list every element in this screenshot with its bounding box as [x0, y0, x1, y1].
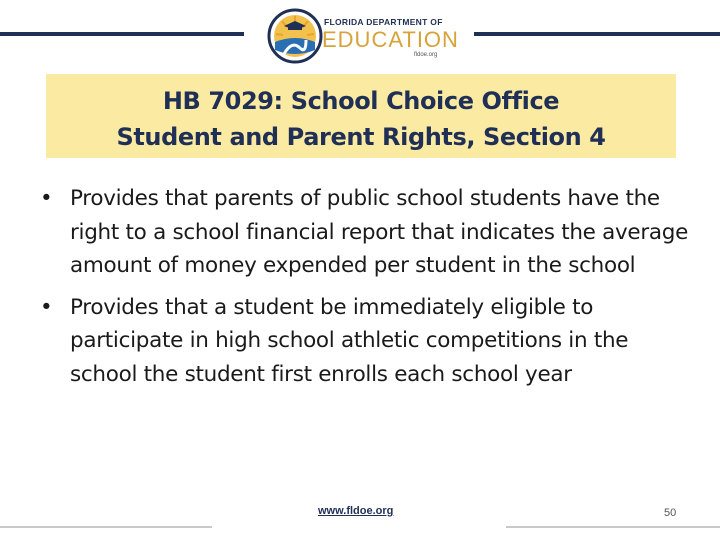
- bullet-dot: •: [40, 186, 53, 211]
- logo-org-line: FLORIDA DEPARTMENT OF: [324, 17, 443, 27]
- footer-rule-left: [0, 526, 212, 528]
- logo-site: fldoe.org: [414, 52, 438, 58]
- bullet-text: Provides that a student be immediately eligible to participate in high school athletic competitions in the school the student first enrolls each school year: [70, 294, 629, 387]
- page-number: 50: [664, 507, 677, 519]
- slide-title-box: [46, 74, 676, 158]
- footer-website-link[interactable]: www.fldoe.org: [318, 505, 394, 517]
- bullet-dot: •: [40, 294, 53, 320]
- slide-title-line-1: HB 7029: School Choice Office: [162, 87, 560, 115]
- bullet-item: [38, 291, 698, 392]
- logo-word: EDUCATION: [322, 27, 459, 52]
- bullet-list: [38, 182, 698, 399]
- bullet-item: [38, 182, 698, 283]
- footer-rule-right: [506, 526, 720, 528]
- sunburst-emblem-icon: [266, 6, 324, 66]
- header-rule-right: [474, 32, 720, 36]
- header-rule-left: [0, 32, 244, 36]
- slide-title-line-2: Student and Parent Rights, Section 4: [116, 123, 606, 151]
- fldoe-logo: [266, 6, 458, 66]
- bullet-text: Provides that parents of public school students have the right to a school financial report that indicates the average amount of money expended per student in the school: [70, 186, 689, 278]
